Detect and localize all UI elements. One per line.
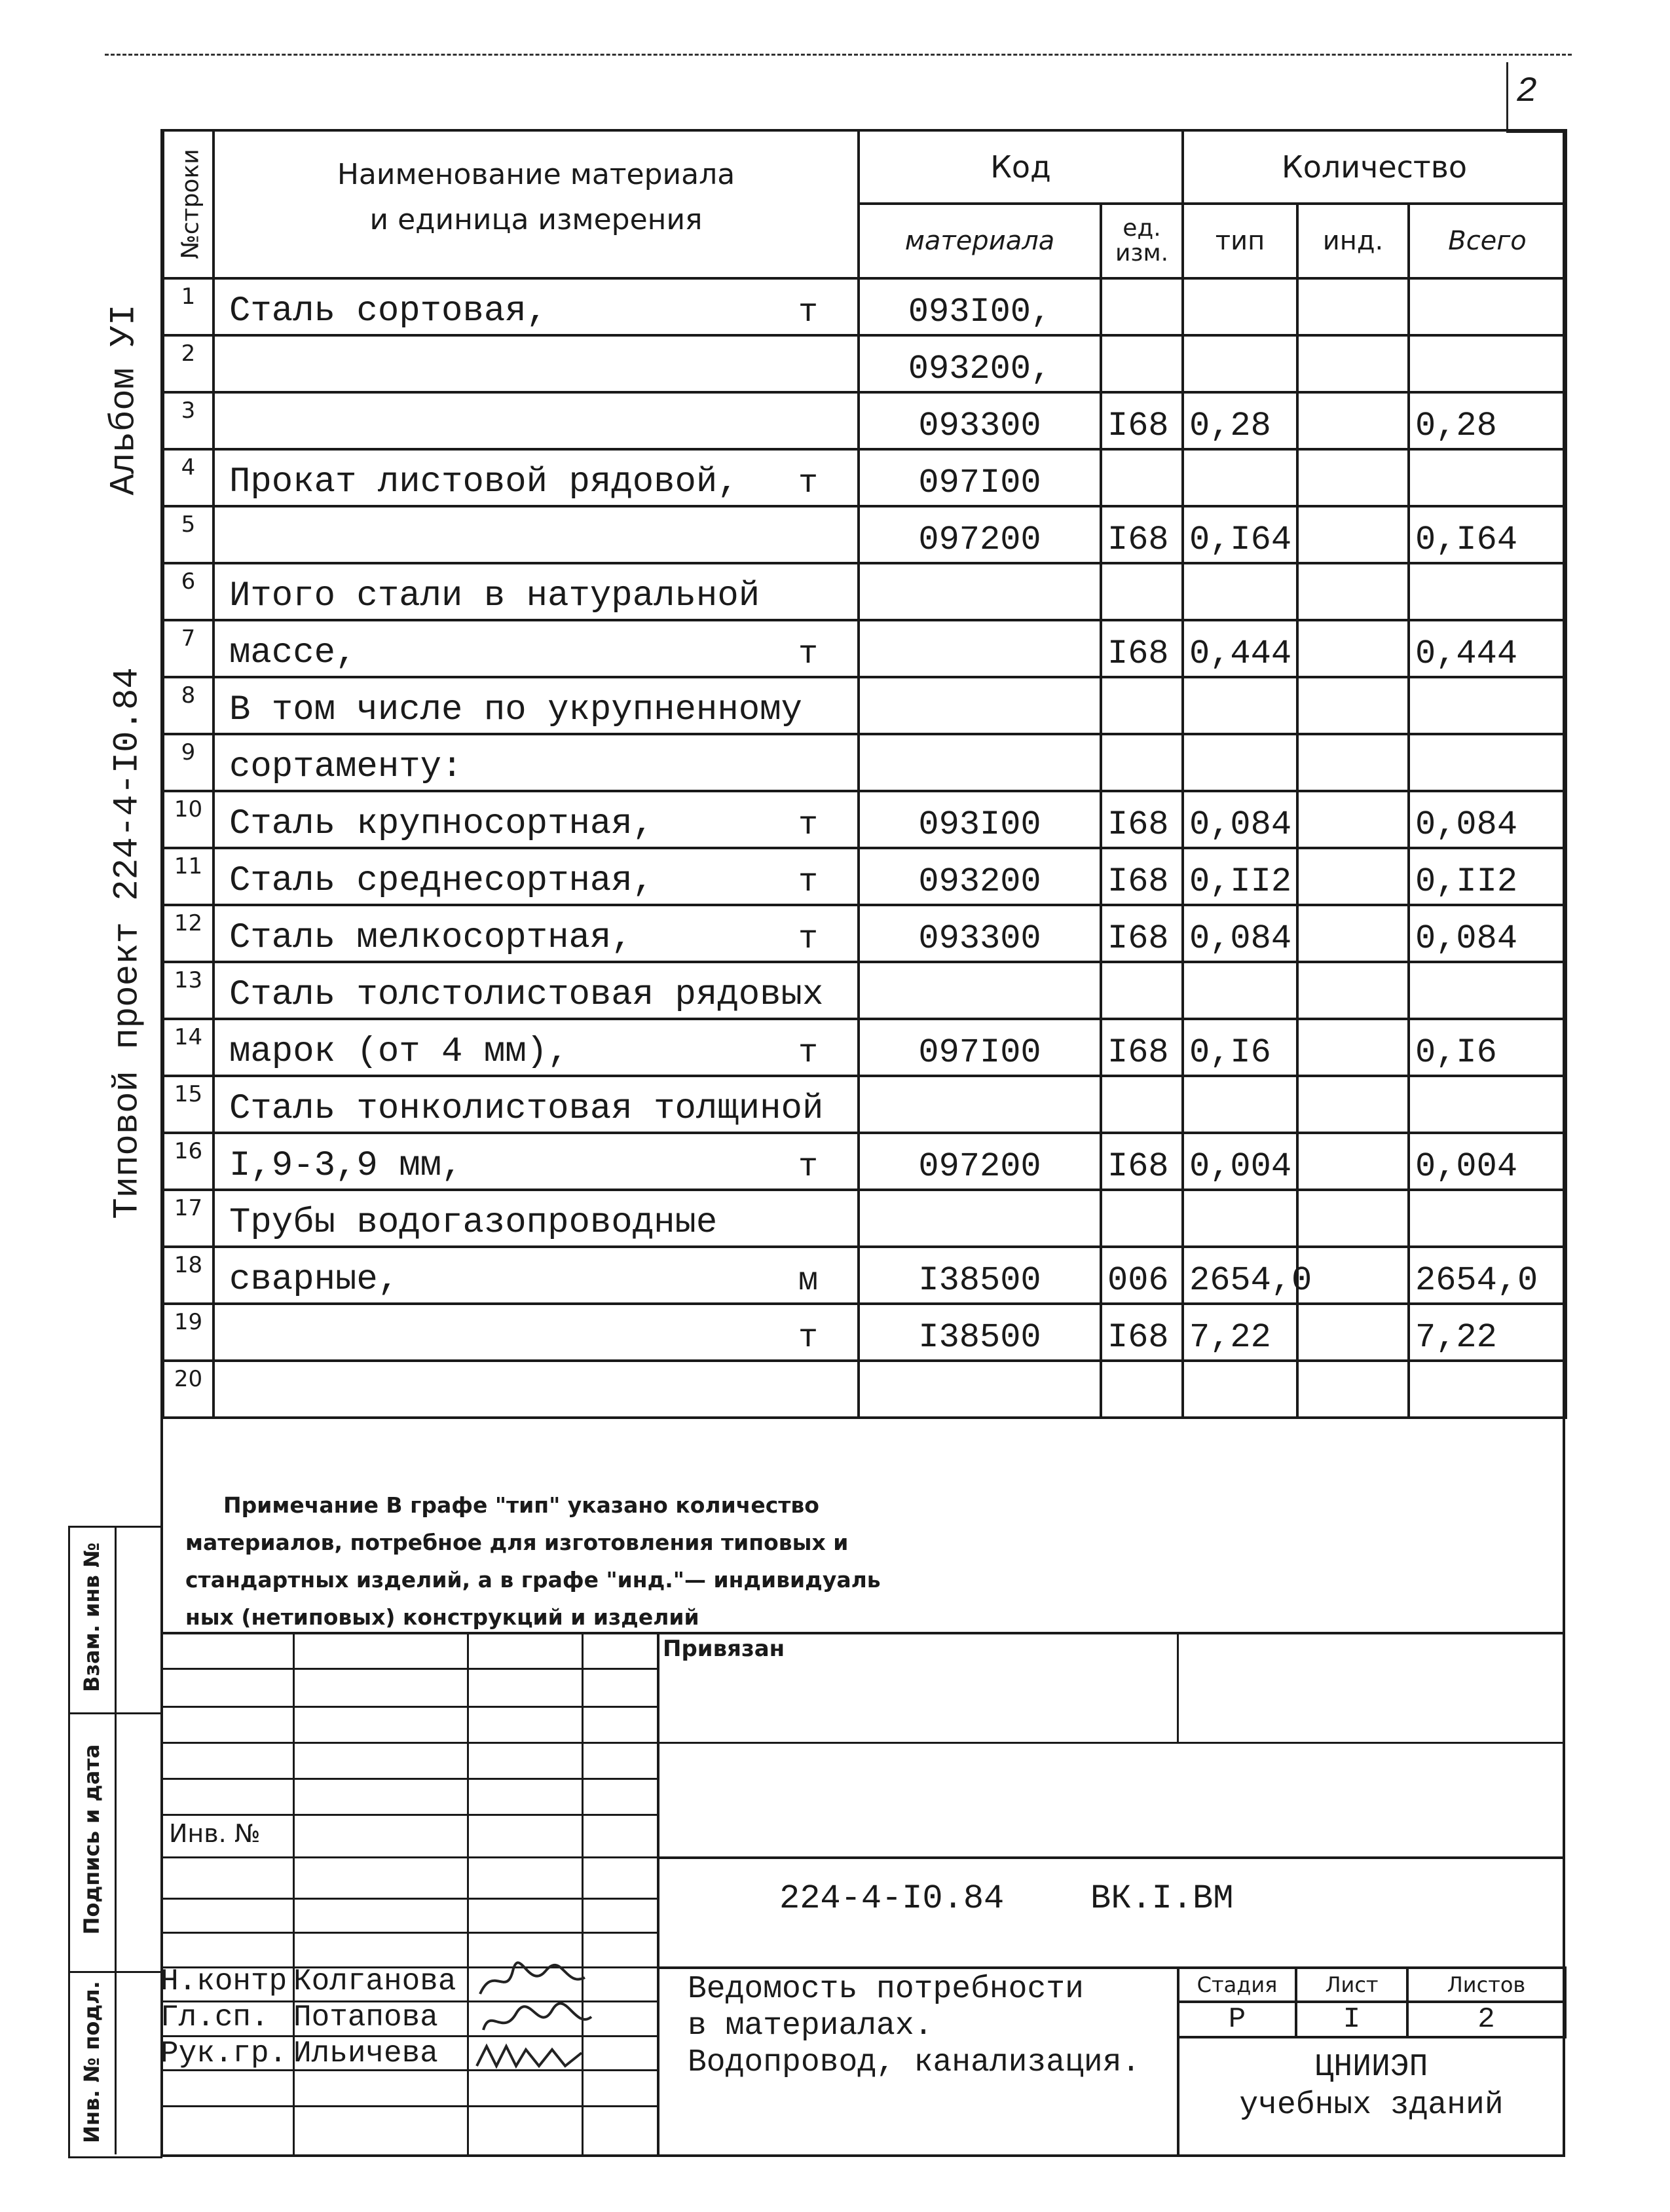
type-qty [1183,677,1297,734]
stamp-orig-label: Инв. № подл. [79,1981,104,2143]
unit-code: I68 [1101,791,1183,848]
row-number: 19 [163,1304,213,1361]
name-1: Колганова [293,1964,456,1999]
material-name-text: сортаменту: [229,747,463,787]
row-number: 4 [163,449,213,506]
table-row [163,962,1566,1019]
doc-title-line-1: Ведомость потребности [688,1972,1084,2007]
table-row [163,905,1566,962]
total-qty [1409,278,1566,335]
individual-header: инд. [1297,204,1409,278]
material-code: 093300 [859,905,1101,962]
frame-bottom [160,2154,1565,2157]
material-unit: т [798,1149,818,1186]
total-qty: 0,084 [1409,905,1566,962]
ind-qty [1297,905,1409,962]
total-qty: 2654,0 [1409,1247,1566,1304]
table-row [163,677,1566,734]
row-number: 9 [163,734,213,791]
table-row [163,506,1566,563]
note [185,1486,881,1636]
sheet-label: Лист [1296,1968,1407,2002]
left-stamp-sep-1 [68,1712,160,1714]
material-name [213,848,859,905]
total-qty: 0,084 [1409,791,1566,848]
album-label: Альбом УI [104,304,145,496]
material-unit: т [798,1035,818,1072]
total-qty: 0,I6 [1409,1019,1566,1076]
ind-qty [1297,1076,1409,1133]
total-qty: 0,II2 [1409,848,1566,905]
signature-1 [480,1963,585,1994]
type-qty [1183,962,1297,1019]
type-qty [1183,734,1297,791]
material-name-text: Сталь среднесортная, [229,861,654,901]
material-name-text: Сталь тонколистовая толщиной [229,1089,824,1129]
type-qty [1183,563,1297,620]
material-code: 093300 [859,392,1101,449]
type-qty: 7,22 [1183,1304,1297,1361]
sheets-label: Листов [1407,1968,1565,2002]
note-line-4: ных (нетиповых) конструкций и изделий [185,1604,699,1630]
material-name [213,962,859,1019]
row-number: 10 [163,791,213,848]
material-unit: т [798,636,818,673]
material-unit: т [798,807,818,844]
signatures [467,1958,598,2082]
ind-qty [1297,1133,1409,1190]
material-code: 093200 [859,848,1101,905]
ind-qty [1297,734,1409,791]
material-name [213,506,859,563]
materials-table [162,129,1567,1419]
type-qty: 0,28 [1183,392,1297,449]
material-name [213,1190,859,1247]
row-number: 18 [163,1247,213,1304]
table-row [163,1076,1566,1133]
row-number: 12 [163,905,213,962]
doc-title-line-3: Водопровод, канализация. [688,2045,1141,2080]
material-code [859,962,1101,1019]
name-header: Наименование материала и единица измерения [213,130,859,278]
doc-title-line-2: в материалах. [688,2008,933,2044]
ind-qty [1297,1361,1409,1418]
material-code: I38500 [859,1247,1101,1304]
name-3: Ильичева [293,2037,438,2071]
ind-qty [1297,677,1409,734]
ind-qty [1297,620,1409,677]
material-name-text: Прокат листовой рядовой, [229,462,739,502]
material-name-text: массе, [229,633,357,673]
material-name [213,1133,859,1190]
unit-code-header: ед. изм. [1101,204,1183,278]
ind-qty [1297,1190,1409,1247]
total-header: Всего [1409,204,1566,278]
stage-label: Стадия [1178,1968,1296,2002]
type-qty: 0,II2 [1183,848,1297,905]
total-qty [1409,677,1566,734]
table-row [163,1133,1566,1190]
ind-qty [1297,1019,1409,1076]
stage-value: Р [1178,2002,1296,2037]
row-number: 7 [163,620,213,677]
signature-3 [477,2046,582,2066]
material-code: 097I00 [859,1019,1101,1076]
material-name [213,1361,859,1418]
type-qty [1183,1361,1297,1418]
inv-no-label: Инв. № [169,1819,261,1848]
material-code: 097200 [859,1133,1101,1190]
row-number: 8 [163,677,213,734]
ind-qty [1297,791,1409,848]
material-code: 093200, [859,335,1101,392]
type-qty [1183,1076,1297,1133]
type-qty [1183,278,1297,335]
material-name-text: марок (от 4 мм), [229,1032,569,1072]
top-border-line [105,54,1572,56]
material-unit: т [798,864,818,901]
row-number: 16 [163,1133,213,1190]
unit-code: I68 [1101,392,1183,449]
doc-mark: ВК.I.ВМ [1090,1879,1234,1918]
unit-code [1101,449,1183,506]
type-qty: 0,444 [1183,620,1297,677]
ind-qty [1297,848,1409,905]
quantity-header: Количество [1183,130,1566,204]
signature-2 [483,2003,591,2030]
table-row [163,734,1566,791]
type-qty [1183,1190,1297,1247]
row-number: 20 [163,1361,213,1418]
ind-qty [1297,1304,1409,1361]
ind-qty [1297,278,1409,335]
type-qty: 0,084 [1183,905,1297,962]
stage-sheet-table [1177,1966,1567,2038]
tb-doc-top [657,1856,1564,1859]
row-number: 6 [163,563,213,620]
row-number: 1 [163,278,213,335]
type-qty: 0,084 [1183,791,1297,848]
total-qty [1409,1190,1566,1247]
material-name-text: Итого стали в натуральной [229,576,760,616]
unit-code [1101,1361,1183,1418]
total-qty [1409,335,1566,392]
tb-privyazan-bottom [657,1742,1564,1744]
org-name [1179,2048,1564,2124]
material-name [213,620,859,677]
material-name [213,791,859,848]
total-qty: 0,28 [1409,392,1566,449]
sheet-value: I [1296,2002,1407,2037]
total-qty: 7,22 [1409,1304,1566,1361]
total-qty [1409,563,1566,620]
doc-code: 224-4-I0.84 [779,1879,1005,1918]
row-number: 11 [163,848,213,905]
material-code [859,677,1101,734]
material-name-text: Сталь сортовая, [229,291,548,331]
material-name [213,278,859,335]
table-row [163,1304,1566,1361]
unit-code [1101,962,1183,1019]
total-qty [1409,449,1566,506]
material-name [213,335,859,392]
material-code [859,1361,1101,1418]
unit-code [1101,563,1183,620]
unit-code: I68 [1101,506,1183,563]
material-name-text: Сталь толстолистовая рядовых [229,975,824,1015]
privyazan-label: Привязан [663,1636,785,1662]
material-name [213,1247,859,1304]
ind-qty [1297,1247,1409,1304]
material-code: I38500 [859,1304,1101,1361]
material-code-header: материала [859,204,1101,278]
row-number: 15 [163,1076,213,1133]
type-qty: 0,I64 [1183,506,1297,563]
material-unit: т [798,1319,818,1357]
unit-code [1101,677,1183,734]
material-unit: т [798,294,818,331]
code-header: Код [859,130,1183,204]
material-name [213,563,859,620]
unit-code [1101,1190,1183,1247]
unit-code: I68 [1101,905,1183,962]
unit-code: 006 [1101,1247,1183,1304]
material-name [213,734,859,791]
ind-qty [1297,392,1409,449]
ind-qty [1297,563,1409,620]
table-row [163,848,1566,905]
material-name-text: В том числе по укрупненному [229,690,802,730]
unit-code: I68 [1101,1019,1183,1076]
stamp-inv-label: Взам. инв № [79,1542,104,1692]
material-name-text: Сталь крупносортная, [229,804,654,844]
material-name [213,1304,859,1361]
tb-col-privyazan [1177,1632,1179,1742]
table-row [163,392,1566,449]
material-name-text: Трубы водогазопроводные [229,1203,718,1243]
doc-title [688,1971,1140,2081]
unit-code [1101,1076,1183,1133]
role-1: Н.контр [160,1964,288,1999]
unit-code [1101,734,1183,791]
material-name-text: сварные, [229,1260,399,1300]
table-row [163,449,1566,506]
stamp-sign-label: Подпись и дата [79,1744,104,1935]
material-code: 093I00, [859,278,1101,335]
table-row [163,563,1566,620]
table-row [163,791,1566,848]
total-qty [1409,1076,1566,1133]
table-row [163,1019,1566,1076]
unit-code [1101,278,1183,335]
row-number: 17 [163,1190,213,1247]
type-header: тип [1183,204,1297,278]
total-qty [1409,1361,1566,1418]
sheets-value: 2 [1407,2002,1565,2037]
material-code [859,1076,1101,1133]
name-2: Потапова [293,2000,438,2035]
material-code: 097I00 [859,449,1101,506]
type-qty [1183,449,1297,506]
material-name [213,905,859,962]
tb-col-4 [657,1632,659,2154]
type-qty: 0,I6 [1183,1019,1297,1076]
material-code [859,734,1101,791]
unit-code: I68 [1101,620,1183,677]
table-row [163,1361,1566,1418]
total-qty: 0,I64 [1409,506,1566,563]
material-unit: м [798,1263,818,1300]
unit-code: I68 [1101,1304,1183,1361]
row-number: 14 [163,1019,213,1076]
note-line-1: Примечание В графе "тип" указано количество [223,1492,819,1518]
material-unit: т [798,465,818,502]
table-row [163,278,1566,335]
material-code: 093I00 [859,791,1101,848]
row-number: 3 [163,392,213,449]
material-name-text: I,9-3,9 мм, [229,1146,463,1186]
project-label: Типовой проект 224-4-I0.84 [107,667,148,1219]
row-number: 2 [163,335,213,392]
total-qty [1409,962,1566,1019]
left-stamp-div [115,1526,117,2154]
table-row [163,1247,1566,1304]
row-no-header: №строки [163,130,213,278]
ind-qty [1297,335,1409,392]
unit-code: I68 [1101,848,1183,905]
total-qty: 0,004 [1409,1133,1566,1190]
material-code [859,1190,1101,1247]
note-bottom-line [160,1632,1565,1634]
total-qty [1409,734,1566,791]
material-code: 097200 [859,506,1101,563]
material-name [213,1076,859,1133]
table-row [163,620,1566,677]
table-row [163,335,1566,392]
total-qty: 0,444 [1409,620,1566,677]
material-name [213,392,859,449]
row-number: 5 [163,506,213,563]
type-qty [1183,335,1297,392]
ind-qty [1297,962,1409,1019]
note-line-3: стандартных изделий, а в графе "инд."— индивидуаль [185,1567,881,1593]
ind-qty [1297,449,1409,506]
type-qty: 0,004 [1183,1133,1297,1190]
org-line-1: ЦНИИЭП [1314,2050,1428,2085]
page-number: 2 [1516,72,1538,112]
row-number: 13 [163,962,213,1019]
unit-code [1101,335,1183,392]
role-2: Гл.сп. [160,2000,269,2035]
material-name [213,449,859,506]
note-line-2: материалов, потребное для изготовления типовых и [185,1530,849,1555]
material-name-text: Сталь мелкосортная, [229,918,633,958]
material-code [859,620,1101,677]
type-qty: 2654,0 [1183,1247,1297,1304]
material-name [213,677,859,734]
org-line-2: учебных зданий [1239,2088,1504,2123]
table-row [163,1190,1566,1247]
tb-col-1 [293,1632,295,2154]
ind-qty [1297,506,1409,563]
material-unit: т [798,921,818,958]
material-code [859,563,1101,620]
unit-code: I68 [1101,1133,1183,1190]
frame-right [1563,129,1565,2156]
role-3: Рук.гр. [160,2037,288,2071]
material-name [213,1019,859,1076]
